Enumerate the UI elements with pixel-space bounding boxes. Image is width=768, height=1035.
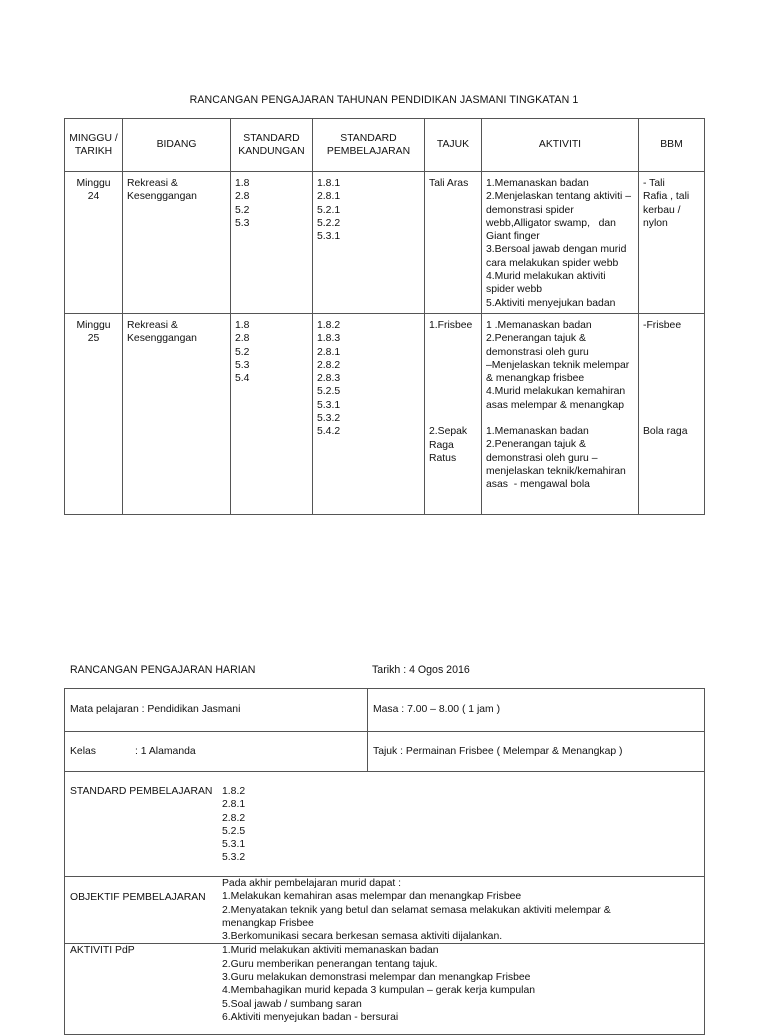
text-line: 1.Memanaskan badan [486, 426, 589, 438]
text-line: 5.2.2 [317, 217, 341, 229]
table-row [65, 877, 705, 944]
row24-standard-pembelajaran [313, 172, 424, 246]
text-line: BBM [660, 139, 683, 151]
text-line: -Frisbee [643, 319, 682, 331]
text-line: 3.Berkomunikasi secara berkesan semasa aktiviti dijalankan. [222, 931, 503, 943]
text-line: TARIKH [74, 146, 113, 157]
text-line: 1.8 [235, 319, 250, 331]
text-line: 2.8.2 [317, 359, 341, 371]
row24-aktiviti [482, 172, 638, 313]
yearly-plan-title: RANCANGAN PENGAJARAN TAHUNAN PENDIDIKAN JASMANI TINGKATAN 1 [189, 94, 579, 106]
text-line: Minggu [76, 319, 111, 331]
text-line: 5.4 [235, 373, 250, 385]
text-line: AKTIVITI [538, 139, 582, 151]
text-line: BIDANG [156, 139, 197, 151]
text-line: Ratus [429, 452, 457, 464]
tajuk: Tajuk : Permainan Frisbee ( Melempar & Menangkap ) [368, 732, 705, 772]
text-line: 4.Murid melakukan aktiviti [486, 271, 606, 283]
row25-minggu [65, 314, 122, 349]
text-line: Kesenggangan [127, 191, 197, 203]
daily-plan-table [64, 688, 705, 1035]
table-row [65, 689, 705, 732]
text-line: 5.4.2 [317, 426, 341, 438]
text-line: 5.3 [235, 217, 250, 229]
table-row [65, 313, 705, 514]
text-line: Rafia , tali [643, 191, 690, 203]
text-line: 5.3.1 [317, 231, 341, 243]
text-line: asas - mengawal bola [486, 479, 590, 491]
text-line: 5.3.1 [317, 399, 341, 411]
yearly-header-row [65, 119, 705, 172]
row25-tajuk-frisbee [429, 319, 477, 332]
header-bidang [123, 119, 231, 172]
row25-aktiviti-frisbee [486, 319, 634, 412]
text-line: webb,Alligator swamp, dan [486, 217, 616, 229]
text-line: 2.8 [235, 191, 250, 203]
row25-bidang [123, 314, 230, 349]
header-standard-kandungan [231, 119, 313, 172]
table-row [65, 172, 705, 314]
row24-tajuk [425, 172, 481, 193]
text-line: cara melakukan spider webb [486, 257, 619, 269]
aktiviti-pdp-label: AKTIVITI PdP [70, 945, 135, 957]
text-line: 5.2 [235, 346, 250, 358]
text-line: PEMBELAJARAN [326, 146, 411, 157]
text-line: menjelaskan teknik/kemahiran [486, 465, 626, 477]
text-line: 5.Soal jawab / sumbang saran [222, 998, 362, 1010]
text-line: 5.3.2 [317, 413, 341, 425]
text-line: STANDARD [340, 132, 397, 144]
daily-plan-date: Tarikh : 4 Ogos 2016 [372, 664, 470, 676]
row25-standard-pembelajaran [313, 314, 424, 442]
text-line: KANDUNGAN [238, 146, 305, 157]
text-line: nylon [643, 217, 668, 229]
text-line: demonstrasi spider [486, 204, 574, 216]
text-line: 2.Menjelaskan tentang aktiviti – [486, 191, 631, 203]
text-line: Minggu [76, 178, 111, 189]
objektif-label: OBJEKTIF PEMBELAJARAN [70, 892, 206, 903]
text-line: demonstrasi oleh guru [486, 346, 589, 358]
text-line: 1.Murid melakukan aktiviti memanaskan badan [222, 945, 439, 957]
text-line: Giant finger [486, 231, 540, 243]
header-tajuk [425, 119, 482, 172]
objektif-intro: Pada akhir pembelajaran murid dapat : [222, 878, 402, 889]
text-line: asas melempar & menangkap [486, 399, 625, 411]
objektif-list [222, 890, 652, 943]
text-line: 2.Sepak [429, 426, 468, 438]
text-line: STANDARD [243, 132, 300, 144]
aktiviti-pdp-list [222, 944, 535, 1024]
text-line: Bola raga [643, 426, 688, 438]
daily-plan-title: RANCANGAN PENGAJARAN HARIAN [70, 664, 256, 676]
text-line: 2.Guru memberikan penerangan tentang tajuk. [222, 958, 438, 970]
row24-standard-kandungan [231, 172, 312, 233]
header-aktiviti [482, 119, 639, 172]
text-line: 4.Murid melakukan kemahiran [486, 386, 626, 398]
row25-bbm-bola-raga [643, 425, 700, 438]
text-line: MINGGU / [69, 132, 118, 144]
text-line: 24 [87, 191, 100, 203]
text-line: spider webb [486, 284, 543, 296]
text-line: TAJUK [436, 139, 470, 151]
row24-minggu [65, 172, 122, 207]
text-line: 2.8 [235, 333, 250, 345]
text-line: 5.3.2 [222, 852, 246, 864]
table-row [65, 732, 705, 772]
text-line: 1.Melakukan kemahiran asas melempar dan menangkap Frisbee [222, 891, 522, 903]
text-line: 2.Penerangan tajuk & [486, 439, 586, 451]
text-line: 25 [87, 333, 100, 345]
text-line: –Menjelaskan teknik melempar [486, 359, 630, 371]
mata-pelajaran: Mata pelajaran : Pendidikan Jasmani [65, 689, 368, 732]
row25-standard-kandungan [231, 314, 312, 388]
table-row [65, 944, 705, 1035]
text-line: 5.2.5 [317, 386, 341, 398]
text-line: 2.8.3 [317, 373, 341, 385]
text-line: & menangkap frisbee [486, 373, 585, 385]
text-line: 2.8.1 [222, 799, 246, 811]
text-line: - Tali [643, 178, 665, 189]
text-line: Rekreasi & [127, 319, 178, 331]
header-bbm [639, 119, 705, 172]
text-line: 1.8.2 [222, 786, 246, 797]
kelas-label: Kelas [70, 745, 96, 757]
text-line: 1.8.3 [317, 333, 341, 345]
header-minggu [65, 119, 123, 172]
text-line: Raga [429, 439, 454, 451]
text-line: 2.Penerangan tajuk & [486, 333, 586, 345]
kelas-value: : 1 Alamanda [135, 745, 196, 757]
text-line: 5.3.1 [222, 839, 246, 851]
text-line: Tali Aras [429, 178, 469, 189]
text-line: 5.2 [235, 204, 250, 216]
text-line: 5.2.1 [317, 204, 341, 216]
text-line: 4.Membahagikan murid kepada 3 kumpulan – gerak kerja kumpulan [222, 985, 536, 997]
row24-bbm [639, 172, 704, 233]
text-line: 3.Guru melakukan demonstrasi melempar dan menangkap Frisbee [222, 972, 531, 984]
text-line: Rekreasi & [127, 178, 178, 189]
yearly-plan-table [64, 118, 705, 515]
row24-bidang [123, 172, 230, 207]
text-line: 2.Menyatakan teknik yang betul dan selamat semasa melakukan aktiviti melempar & menangkap Frisbee [222, 904, 611, 929]
text-line: 3.Bersoal jawab dengan murid [486, 244, 627, 256]
text-line: 2.8.1 [317, 191, 341, 203]
text-line: 6.Aktiviti menyejukan badan - bersurai [222, 1011, 399, 1023]
row25-aktiviti-sepak-raga [486, 425, 634, 491]
standard-pembelajaran-label: STANDARD PEMBELAJARAN [70, 786, 213, 797]
kelas [65, 732, 368, 772]
text-line: kerbau / [643, 204, 681, 216]
text-line: Kesenggangan [127, 333, 197, 345]
text-line: 5.2.5 [222, 825, 246, 837]
text-line: 1.8 [235, 178, 250, 189]
text-line: 5.3 [235, 359, 250, 371]
masa: Masa : 7.00 – 8.00 ( 1 jam ) [368, 689, 705, 732]
text-line: 1 .Memanaskan badan [486, 319, 592, 331]
text-line: 2.8.1 [317, 346, 341, 358]
row25-bbm-frisbee [643, 319, 700, 332]
text-line: 5.Aktiviti menyejukan badan [486, 297, 616, 309]
text-line: 1.Memanaskan badan [486, 178, 589, 189]
table-row [65, 772, 705, 877]
text-line: 2.8.2 [222, 812, 246, 824]
text-line: demonstrasi oleh guru – [486, 452, 598, 464]
text-line: 1.8.1 [317, 178, 341, 189]
text-line: 1.8.2 [317, 319, 341, 331]
header-standard-pembelajaran [313, 119, 425, 172]
text-line: 1.Frisbee [429, 319, 473, 331]
standard-pembelajaran-list [222, 785, 245, 865]
row25-tajuk-sepak-raga [429, 425, 477, 465]
